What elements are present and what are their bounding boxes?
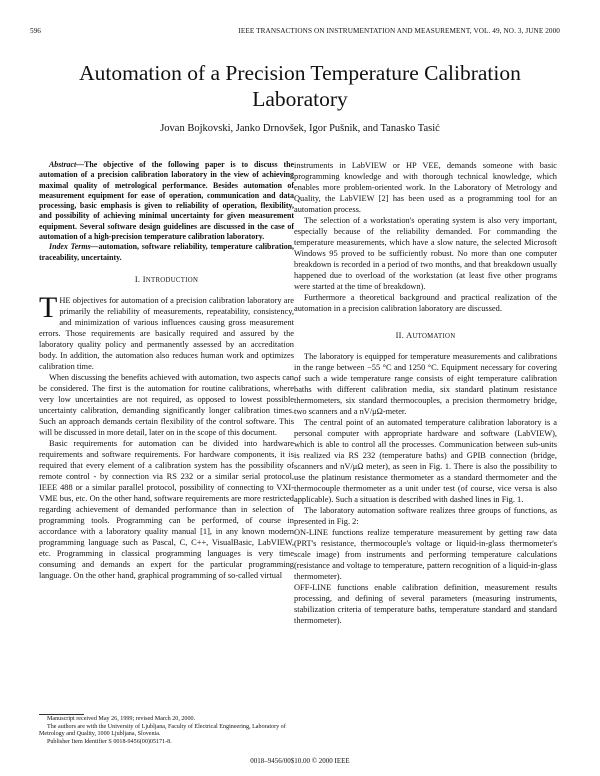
footnote-affiliation: The authors are with the University of Ljubljana, Faculty of Electrical Engineering, Laboratory of Metrology and Quality, 1000 Ljubljana, Slovenia. <box>39 723 286 738</box>
automation-paragraph-3: The laboratory automation software realizes three groups of functions, as presented in Fig. 2: <box>294 506 557 526</box>
automation-paragraph-2: The central point of an automated temperature calibration laboratory is a personal computer with appropriate hardware and software (LabVIEW), which is able to control all the processes. Communication between sub-units is realized via RS 232 (temperature baths) and GPIB connection (bridge, scanners and nV/μΩ meter), as seen in Fig. 1. There is also the possibility to use the platinum resistance thermometer as a standard thermometer and the thermocouple thermometer as a unit under test (of course, vice versa is also applicable). Such a situation is described with dashed lines in Fig. 1. <box>294 418 557 504</box>
section-numeral: I. <box>134 274 141 284</box>
online-functions-item: ON-LINE functions realize temperature measurement by getting raw data (PRT's resistance, thermocouple's voltage or liquid-in-glass thermometer's scale image) from instruments and performing temperature calculations (resistance and voltage to temperature, pattern recognition of a liquid-in-glass thermometer). <box>294 528 557 581</box>
footnote <box>39 716 294 746</box>
automation-paragraph-1: The laboratory is equipped for temperature measurements and calibrations in the range between −55 °C and 1250 °C. Equipment necessary for covering of such a wide temperature range consists of eight temperature calibration baths with different calibration media, six standard platinum resistance thermometers, six standard thermocouples, a precision thermometry bridge, two scanners and a nV/μΩ-meter. <box>294 352 557 416</box>
offline-functions-item: OFF-LINE functions enable calibration definition, measurement results processing, and defining of several parameters (measuring instruments, stabilization criteria of temperature baths, temperature standard and standard thermometer). <box>294 583 557 625</box>
section-heading-introduction <box>39 274 294 286</box>
right-column <box>294 160 557 626</box>
intro-paragraph-3: Basic requirements for automation can be divided into hardware requirements and software requirements. For hardware components, it is required that every element of a calibration system has the possibility of remote control - by connection via RS 232 or a similar serial protocol, IEEE 488 or a similar parallel protocol, possibility of connecting to VXI-VME bus, etc. On the other hand, software requirements are more restricted regarding achievement of demanded performance than in selection of programming tools. Programming can be performed, of course in accordance with a laboratory quality manual [1], in any known modern programming language such as Pascal, C, C++, VisualBasic, LabVIEW, etc. Programming in classical programming languages is very time consuming and demands an expert for the particular programming language. On the other hand, graphical programming of so-called virtual <box>39 438 294 580</box>
intro-paragraph-4: The selection of a workstation's operating system is also very important, especially because of the reliability demanded. For commanding the temperature measurements, which have a slow nature, the selected Microsoft Windows 95 proved to be sufficiently robust. No more than one computer breakdown is recorded in a period of two months, and that breakdown usually happened due to overload of the workstation (at least five other programs were started at the time of breakdown). <box>294 216 557 291</box>
author-list: Jovan Bojkovski, Janko Drnovšek, Igor Pušnik, and Tanasko Tasić <box>160 123 440 134</box>
footnote-rule <box>39 714 84 715</box>
intro-paragraph-continued: instruments in LabVIEW or HP VEE, demands someone with basic programming knowledge and with thorough technical knowledge, which enables more problem-oriented work. In the Laboratory of Metrology and Quality, the LabVIEW [2] has been used as a programming tool for an automation process. <box>294 161 557 214</box>
abstract-text: The objective of the following paper is to discuss the automation of a precision calibration laboratory in the view of achieving maximal quality of metrological performance. Besides automation of measurement equipment for ease of operation, communication and data processing, basic emphasis is given to reliability of operation, flexibility, and possibility of achieving minimal uncertainty for given measurement equipment. Several software design guidelines are discussed in the case of automation of a high-precision temperature calibration laboratory. <box>39 160 294 242</box>
index-terms-text: automation, software reliability, temperature calibration, traceability, uncertainty. <box>39 242 294 262</box>
left-column <box>39 160 294 581</box>
index-terms <box>39 242 294 263</box>
section-numeral: II. <box>395 331 405 340</box>
section-cap: I <box>142 274 146 284</box>
title-line-1: Automation of a Precision Temperature Calibration <box>79 61 521 85</box>
journal-header: IEEE TRANSACTIONS ON INSTRUMENTATION AND MEASUREMENT, VOL. 49, NO. 3, JUNE 2000 <box>238 27 560 35</box>
abstract <box>39 160 294 242</box>
index-terms-label: Index Terms— <box>49 242 99 252</box>
section-rest: NTRODUCTION <box>145 276 199 284</box>
intro-paragraph-1-text: HE objectives for automation of a precision calibration laboratory are primarily the reliability of measurements, repeatability, consistency, and minimization of various influences causing gross measurement errors. Those requirements are basically required and assured by the laboratory quality policy and permanently assessed by an accreditation body. In addition, the automation also reduces human work and optimizes calibration time. <box>39 295 294 371</box>
intro-paragraph-2: When discussing the benefits achieved with automation, two aspects can be considered. The first is the automation for routine calibrations, where very low uncertainties are not required, as opposed to lowest possible uncertainty calibration, demanding significantly longer calibration times. Such an approach demands certain flexibility of the control software. This will be discussed in more detail, later on in the scope of this document. <box>39 372 294 437</box>
section-cap: A <box>406 331 413 340</box>
footnote-received: Manuscript received May 26, 1999; revised March 20, 2000. <box>47 716 196 722</box>
section-rest: UTOMATION <box>412 333 456 340</box>
intro-paragraph-5: Furthermore a theoretical background and practical realization of the automation in a precision calibration laboratory are discussed. <box>294 293 557 313</box>
page-number: 596 <box>30 27 41 35</box>
drop-cap: T <box>39 290 58 324</box>
paper-title <box>0 60 600 112</box>
abstract-label: Abstract— <box>49 160 85 169</box>
intro-paragraph-1 <box>39 290 294 372</box>
footnote-identifier: Publisher Item Identifier S 0018-9456(00)05171-8. <box>47 738 172 745</box>
section-heading-automation <box>294 330 557 342</box>
copyright-line: 0018–9456/00$10.00 © 2000 IEEE <box>250 757 350 765</box>
title-line-2: Laboratory <box>252 87 348 111</box>
